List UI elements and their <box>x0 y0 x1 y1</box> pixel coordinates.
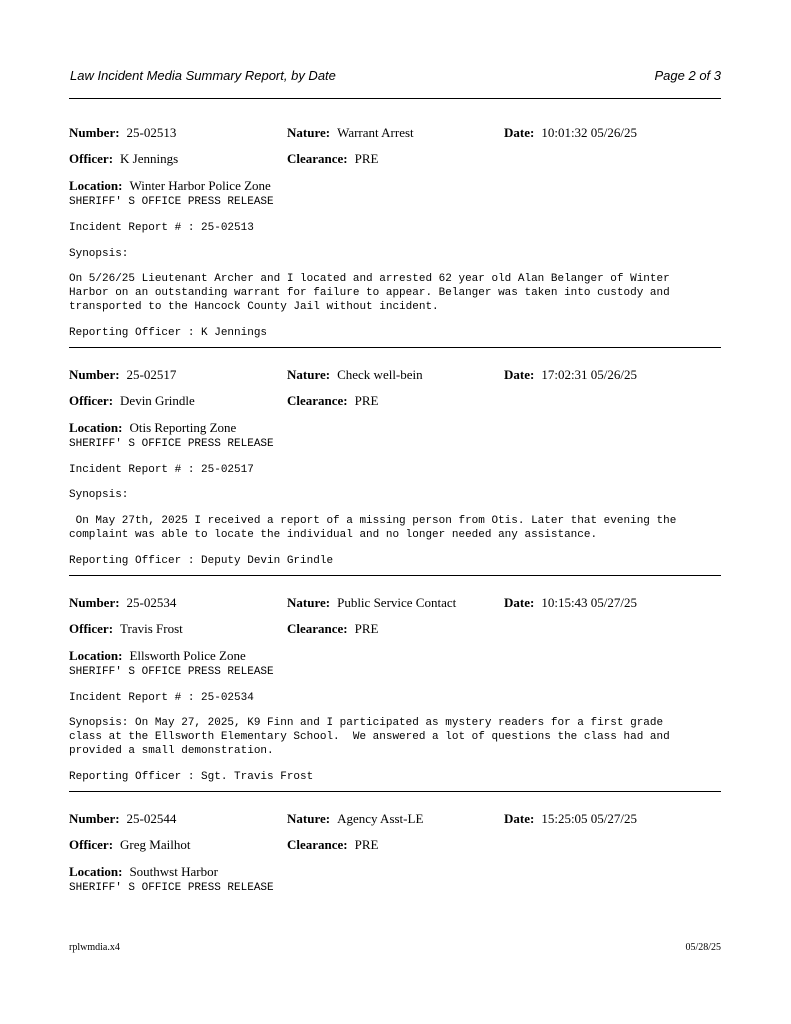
synopsis-label: Synopsis: <box>69 248 129 260</box>
location-label: Location: <box>69 420 123 435</box>
clearance-label: Clearance: <box>287 393 348 408</box>
synopsis-text: Synopsis: On May 27, 2025, K9 Finn and I participated as mystery readers for a first grade class at the Ellsworth Elementary School. We answered a lot of questions the class had and provided a small demonstration. <box>69 717 670 757</box>
incident-number <box>69 595 176 611</box>
page-number: Page 2 of 3 <box>654 68 721 83</box>
number-label: Number: <box>69 125 120 140</box>
incident-clearance <box>287 837 378 853</box>
date-label: Date: <box>504 367 535 382</box>
nature-value: Agency Asst-LE <box>337 811 424 826</box>
clearance-label: Clearance: <box>287 621 348 636</box>
incident-nature <box>287 595 456 611</box>
incident-divider <box>69 347 721 348</box>
date-value: 17:02:31 05/26/25 <box>541 367 638 382</box>
press-release-line: SHERIFF' S OFFICE PRESS RELEASE <box>69 438 274 450</box>
reporting-officer: Reporting Officer : Deputy Devin Grindle <box>69 555 334 567</box>
incident-date <box>504 367 637 383</box>
incident-date <box>504 125 637 141</box>
incident-clearance <box>287 151 378 167</box>
location-label: Location: <box>69 178 123 193</box>
date-label: Date: <box>504 811 535 826</box>
incident-location <box>69 420 236 436</box>
location-value: Otis Reporting Zone <box>129 420 237 435</box>
incident-date <box>504 811 637 827</box>
incident-officer <box>69 621 183 637</box>
synopsis-text: On 5/26/25 Lieutenant Archer and I located and arrested 62 year old Alan Belanger of Winter Harbor on an outstanding warrant for failure to appear. Belanger was taken into custody and transported to the Hancock County Jail without incident. <box>69 273 670 313</box>
clearance-value: PRE <box>354 837 379 852</box>
incident-number <box>69 367 176 383</box>
number-value: 25-02513 <box>126 125 177 140</box>
press-release-line: SHERIFF' S OFFICE PRESS RELEASE <box>69 196 274 208</box>
nature-label: Nature: <box>287 367 331 382</box>
clearance-value: PRE <box>354 393 379 408</box>
incident-report-number: Incident Report # : 25-02534 <box>69 692 254 704</box>
clearance-label: Clearance: <box>287 151 348 166</box>
incident-number <box>69 125 176 141</box>
incident-location <box>69 648 246 664</box>
nature-value: Public Service Contact <box>337 595 457 610</box>
incident-number <box>69 811 176 827</box>
location-value: Southwst Harbor <box>129 864 218 879</box>
officer-value: Travis Frost <box>120 621 183 636</box>
officer-label: Officer: <box>69 621 114 636</box>
synopsis-label: Synopsis: <box>69 489 129 501</box>
officer-label: Officer: <box>69 393 114 408</box>
incident-nature <box>287 125 414 141</box>
footer-print-date: 05/28/25 <box>685 942 721 953</box>
report-title: Law Incident Media Summary Report, by Date <box>70 68 336 83</box>
incident-nature <box>287 367 423 383</box>
officer-label: Officer: <box>69 151 114 166</box>
incident-officer <box>69 393 195 409</box>
location-label: Location: <box>69 648 123 663</box>
incident-report-number: Incident Report # : 25-02513 <box>69 222 254 234</box>
incident-report-number: Incident Report # : 25-02517 <box>69 464 254 476</box>
incident-divider <box>69 791 721 792</box>
clearance-value: PRE <box>354 151 379 166</box>
number-value: 25-02534 <box>126 595 177 610</box>
date-label: Date: <box>504 595 535 610</box>
clearance-label: Clearance: <box>287 837 348 852</box>
incident-divider <box>69 575 721 576</box>
nature-label: Nature: <box>287 811 331 826</box>
location-value: Winter Harbor Police Zone <box>129 178 271 193</box>
incident-clearance <box>287 621 378 637</box>
number-label: Number: <box>69 811 120 826</box>
incident-location <box>69 864 218 880</box>
number-value: 25-02544 <box>126 811 177 826</box>
incident-officer <box>69 151 178 167</box>
header-divider <box>69 98 721 99</box>
incident-clearance <box>287 393 378 409</box>
press-release-line: SHERIFF' S OFFICE PRESS RELEASE <box>69 882 274 894</box>
date-value: 15:25:05 05/27/25 <box>541 811 638 826</box>
number-label: Number: <box>69 595 120 610</box>
nature-value: Check well-bein <box>337 367 423 382</box>
reporting-officer: Reporting Officer : K Jennings <box>69 327 268 339</box>
date-value: 10:01:32 05/26/25 <box>541 125 638 140</box>
clearance-value: PRE <box>354 621 379 636</box>
incident-officer <box>69 837 190 853</box>
nature-label: Nature: <box>287 595 331 610</box>
incident-date <box>504 595 637 611</box>
reporting-officer: Reporting Officer : Sgt. Travis Frost <box>69 771 314 783</box>
location-label: Location: <box>69 864 123 879</box>
location-value: Ellsworth Police Zone <box>129 648 246 663</box>
incident-nature <box>287 811 423 827</box>
footer-report-code: rplwmdia.x4 <box>69 942 120 953</box>
officer-value: Devin Grindle <box>120 393 195 408</box>
date-label: Date: <box>504 125 535 140</box>
nature-value: Warrant Arrest <box>337 125 414 140</box>
officer-label: Officer: <box>69 837 114 852</box>
officer-value: K Jennings <box>120 151 179 166</box>
synopsis-text: On May 27th, 2025 I received a report of a missing person from Otis. Later that evening the complaint was able to locate the individual and no longer needed any assistance. <box>69 515 677 541</box>
incident-location <box>69 178 271 194</box>
number-value: 25-02517 <box>126 367 177 382</box>
nature-label: Nature: <box>287 125 331 140</box>
number-label: Number: <box>69 367 120 382</box>
officer-value: Greg Mailhot <box>120 837 191 852</box>
date-value: 10:15:43 05/27/25 <box>541 595 638 610</box>
press-release-line: SHERIFF' S OFFICE PRESS RELEASE <box>69 666 274 678</box>
